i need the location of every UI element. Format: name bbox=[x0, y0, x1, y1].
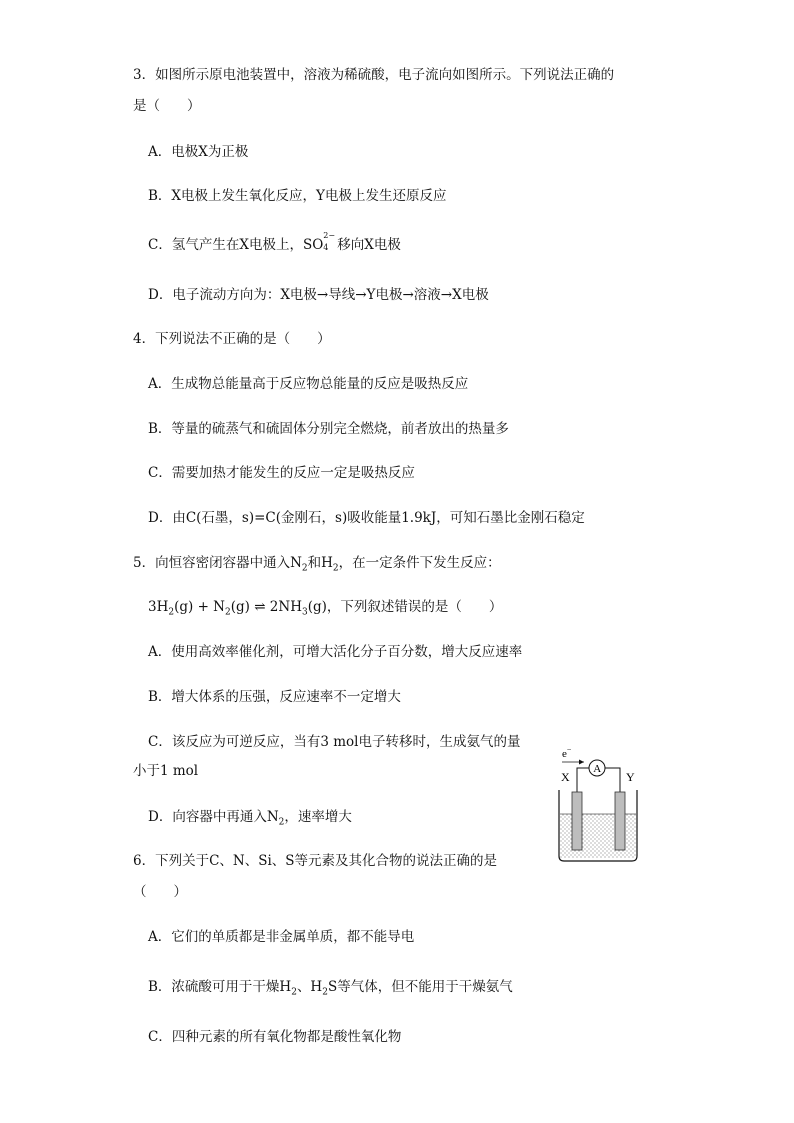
q5-stem-text-2: 和H bbox=[307, 555, 333, 571]
q3-stem-line2: 是（ ） bbox=[133, 98, 201, 114]
eq-part-d: (g)，下列叙述错误的是（ ） bbox=[307, 599, 503, 615]
q5-option-d-sub: 2 bbox=[278, 817, 285, 828]
electrode-y-label: Y bbox=[626, 770, 635, 784]
q4-option-b: B．等量的硫蒸气和硫固体分别完全燃烧，前者放出的热量多 bbox=[148, 421, 509, 437]
q6-stem-line1: 6．下列关于C、N、Si、S等元素及其化合物的说法正确的是 bbox=[133, 853, 498, 869]
q5-option-b: B．增大体系的压强，反应速率不一定增大 bbox=[148, 689, 401, 705]
electron-label: e− bbox=[562, 745, 572, 760]
q5-option-d-text-1: D．向容器中再通入N bbox=[148, 809, 279, 825]
q3-option-a: A．电极X为正极 bbox=[148, 144, 249, 160]
q5-option-c-line2: 小于1 mol bbox=[133, 763, 199, 779]
q5-stem bbox=[133, 554, 501, 572]
ammeter-label: A bbox=[593, 763, 602, 775]
q5-equation bbox=[148, 598, 502, 616]
eq-sub-a: 2 bbox=[168, 607, 175, 618]
q3-option-c bbox=[148, 231, 401, 254]
eq-part-c: (g) ⇌ 2NH bbox=[230, 599, 302, 615]
q6-option-b-text-2: 、H bbox=[296, 979, 323, 995]
sulfate-ion-charge: 2− bbox=[323, 231, 336, 240]
q5-stem-sub-1: 2 bbox=[301, 563, 308, 574]
q5-option-c-line1: C．该反应为可逆反应，当有3 mol电子转移时，生成氨气的量 bbox=[148, 734, 521, 750]
sulfate-ion-formula: SO bbox=[302, 237, 324, 253]
q5-option-a: A．使用高效率催化剂，可增大活化分子百分数，增大反应速率 bbox=[148, 644, 523, 660]
q6-option-b-text-1: B．浓硫酸可用于干燥H bbox=[148, 979, 292, 995]
q3-option-c-text-start: C．氢气产生在X电极上， bbox=[148, 237, 303, 253]
electron-arrowhead bbox=[579, 760, 584, 765]
eq-part-a: 3H bbox=[148, 599, 169, 615]
q6-option-b bbox=[148, 978, 513, 996]
left-wire bbox=[577, 768, 589, 792]
q4-option-a: A．生成物总能量高于反应物总能量的反应是吸热反应 bbox=[148, 376, 469, 392]
electrode-x bbox=[572, 792, 582, 850]
electrode-x-label: X bbox=[561, 770, 570, 784]
q6-option-c: C．四种元素的所有氧化物都是酸性氧化物 bbox=[148, 1029, 402, 1045]
q5-option-d-text-2: ，速率增大 bbox=[284, 809, 352, 825]
sulfate-ion bbox=[302, 231, 336, 254]
q4-option-c: C．需要加热才能发生的反应一定是吸热反应 bbox=[148, 465, 415, 481]
right-wire bbox=[605, 768, 620, 792]
electrode-y bbox=[615, 792, 625, 850]
q6-stem-line2: （ ） bbox=[133, 884, 187, 900]
eq-sub-c: 3 bbox=[301, 607, 308, 618]
q4-option-d: D．由C(石墨，s)=C(金刚石，s)吸收能量1.9kJ，可知石墨比金刚石稳定 bbox=[148, 510, 585, 526]
eq-sub-b: 2 bbox=[225, 607, 231, 618]
q5-stem-text-1: 5．向恒容密闭容器中通入N bbox=[133, 555, 302, 571]
q3-option-d: D．电子流动方向为：X电极→导线→Y电极→溶液→X电极 bbox=[148, 287, 489, 303]
q6-option-b-sub-2: 2 bbox=[322, 987, 328, 998]
q4-stem: 4．下列说法不正确的是（ ） bbox=[133, 331, 331, 347]
sulfate-ion-index: 4 bbox=[323, 243, 329, 252]
q6-option-a: A．它们的单质都是非金属单质，都不能导电 bbox=[148, 929, 415, 945]
eq-part-b: (g) + N bbox=[174, 599, 225, 615]
q5-option-d bbox=[148, 808, 352, 826]
galvanic-cell-diagram bbox=[548, 740, 648, 870]
q3-option-c-text-end: 移向X电极 bbox=[337, 237, 401, 253]
q5-stem-sub-2: 2 bbox=[332, 563, 339, 574]
q3-stem-line1: 3．如图所示原电池装置中，溶液为稀硫酸，电子流向如图所示。下列说法正确的 bbox=[133, 67, 615, 83]
q6-option-b-text-3: S等气体，但不能用于干燥氨气 bbox=[327, 979, 513, 995]
q5-stem-text-3: ，在一定条件下发生反应： bbox=[338, 555, 501, 571]
q3-option-b: B．X电极上发生氧化反应，Y电极上发生还原反应 bbox=[148, 188, 447, 204]
q6-option-b-sub-1: 2 bbox=[291, 987, 297, 998]
